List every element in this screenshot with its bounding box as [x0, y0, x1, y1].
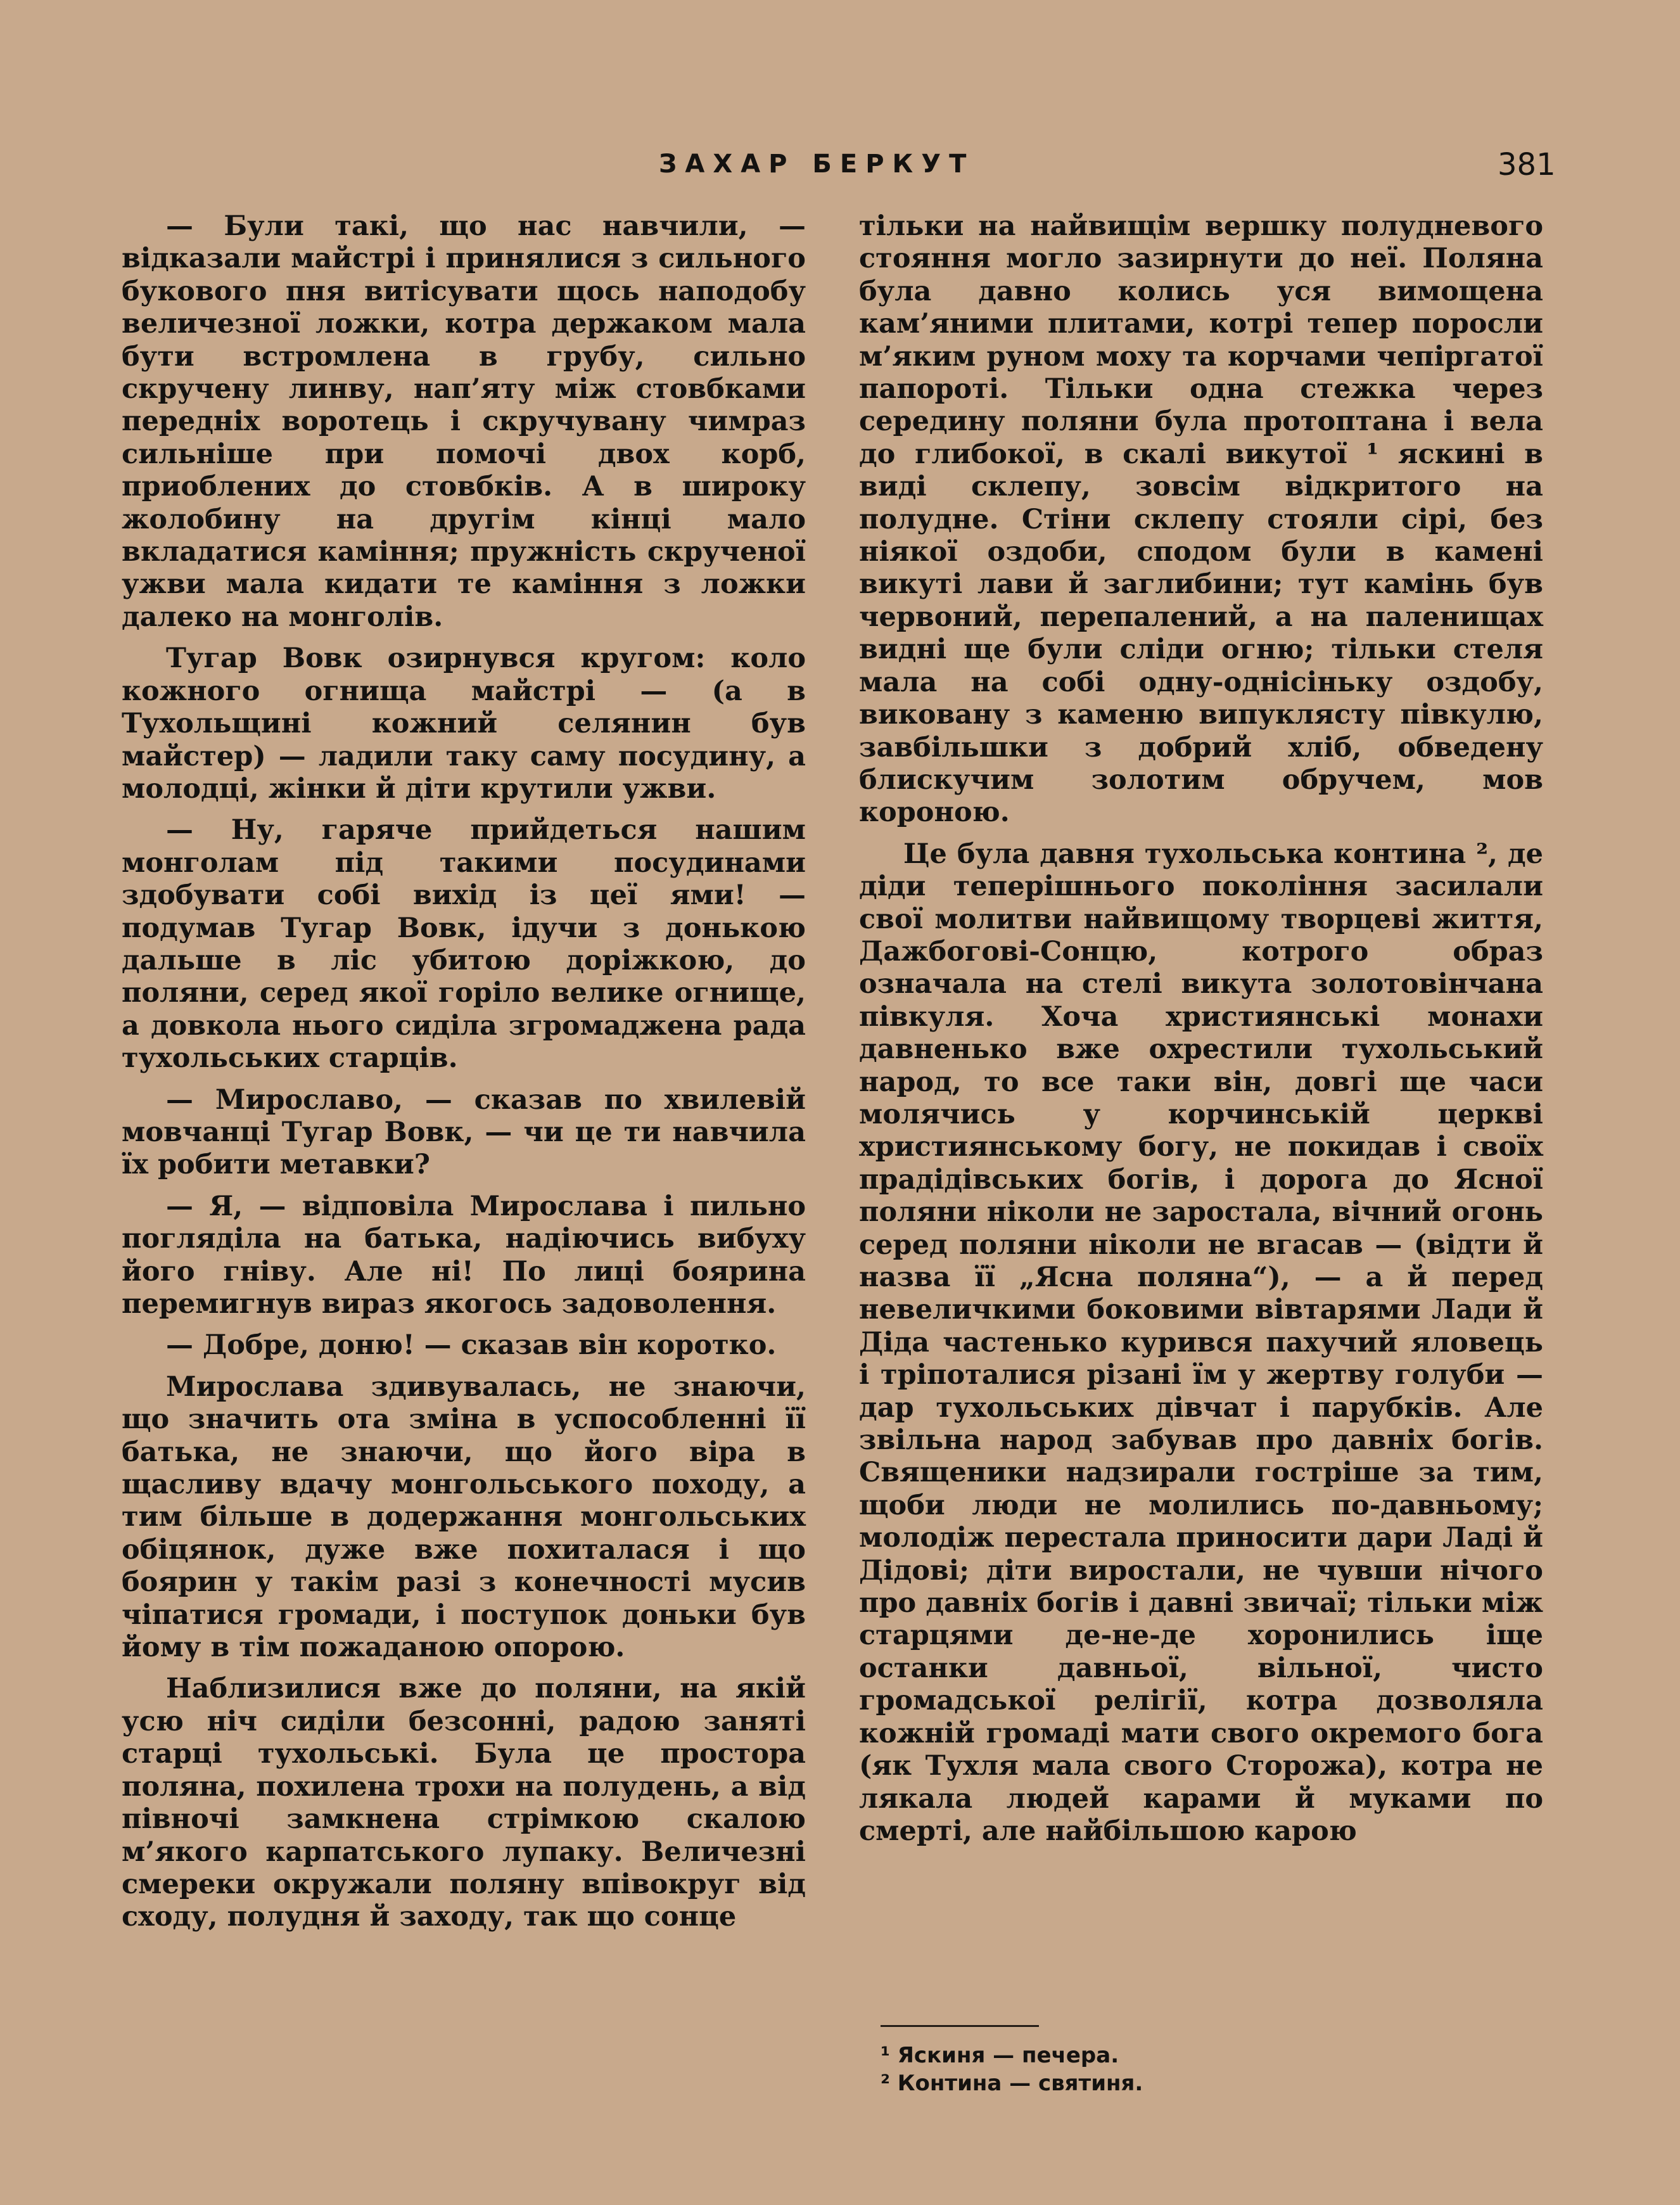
- footnote-divider: [881, 2025, 1039, 2027]
- paragraph: Мирослава здивувалась, не знаючи, що значить ота зміна в успособленні її батька, не знаючи, що його віра в щасливу вдачу монгольського походу, а тим більше в додержання монгольських обіцянок, дуже вже похиталася і що боярин у такім разі з конечності мусив чіпатися громади, і поступок доньки був йому в тім пожаданою опорою.: [122, 1371, 806, 1664]
- paragraph: — Я, — відповіла Мирослава і пильно погляділа на батька, надіючись вибуху його гніву. Але ні! По лиці боярина перемигнув вираз якогось задоволення.: [122, 1190, 806, 1320]
- paragraph: — Ну, гаряче прийдеться нашим монголам під такими посудинами здобувати собі вихід із цеї ями! — подумав Тугар Вовк, ідучи з донькою дальше в ліс убитою доріжкою, до поляни, серед якої горіло велике огнище, а довкола нього сиділа згромаджена рада тухольських старців.: [122, 814, 806, 1075]
- page-number: 381: [1498, 147, 1556, 182]
- footnotes: [881, 2042, 1451, 2097]
- paragraph: тільки на найвищім вершку полудневого стояння могло зазирнути до неї. Поляна була давно колись уся вимощена кам’яними плитами, котрі тепер поросли м’яким руном моху та корчами чепіргатої папороті. Тільки одна стежка через середину поляни була протоптана і вела до глибокої, в скалі викутої ¹ яскині в виді склепу, зовсім відкритого на полудне. Стіни склепу стояли сірі, без ніякої оздоби, сподом були в камені викуті лави й заглибини; тут камінь був червоний, перепалений, а на паленищах видні ще були сліди огню; тільки стеля мала на собі одну-однісіньку оздобу, виковану з каменю випуклясту півкулю, завбільшки з добрий хліб, обведену блискучим золотим обручем, мов короною.: [859, 210, 1543, 829]
- paragraph: — Мирославо, — сказав по хвилевій мовчанці Тугар Вовк, — чи це ти навчила їх робити метавки?: [122, 1083, 806, 1181]
- paragraph: — Добре, доню! — сказав він коротко.: [166, 1329, 777, 1362]
- footnote: ² Контина — святиня.: [881, 2071, 1143, 2096]
- paragraph: — Були такі, що нас навчили, — відказали майстрі і принялися з сильного букового пня витісувати щось наподобу величезної ложки, котра держаком мала бути встромлена в грубу, сильно скручену линву, нап’яту між стовбками передніх воротець і скручувану чимраз сильніше при помочі двох корб, приоблених до стовбків. А в широку жолобину на другім кінці мало вкладатися каміння; пружність скрученої ужви мала кидати те каміння з ложки далеко на монголів.: [122, 210, 806, 633]
- paragraph: Тугар Вовк озирнувся кругом: коло кожного огнища майстрі — (а в Тухольщині кожний селянин був майстер) — ладили таку саму посудину, а молодці, жінки й діти крутили ужви.: [122, 642, 806, 805]
- paragraph: Наблизилися вже до поляни, на якій усю ніч сиділи безсонні, радою заняті старці тухольські. Була це простора поляна, похилена трохи на полудень, а від півночі замкнена стрімкою скалою м’якого карпатського лупаку. Величезні смереки окружали поляну впівокруг від сходу, полудня й заходу, так що сонце: [122, 1673, 806, 1933]
- paragraph: Це була давня тухольська контина ², де діди теперішнього покоління засилали свої молитви найвищому творцеві життя, Дажбогові-Сонцю, котрого образ означала на стелі викута золотовінчана півкуля. Хоча християнські монахи давненько вже охрестили тухольський народ, то все таки він, довгі ще часи молячись у корчинській церкві християнському богу, не покидав і своїх прадідівських богів, і дорога до Ясної поляни ніколи не заростала, вічний огонь серед поляни ніколи не вгасав — (відти й назва її „Ясна поляна“), — а й перед невеличкими боковими вівтарями Лади й Діда частенько курився пахучий яловець і тріпоталися різані їм у жертву голуби — дар тухольських дівчат і парубків. Але звільна народ забував про давніх богів. Священики надзирали гостріше за тим, щоби люди не молились по-давньому; молодіж перестала приносити дари Ладі й Дідові; діти виростали, не чувши нічого про давніх богів і давні звичаї; тільки між старцями де-не-де хоронились іще останки давньої, вільної, чисто громадської релігії, котра дозволяла кожній громаді мати свого окремого бога (як Тухля мала свого Сторожа), котра не лякала людей карами й муками по смерті, але найбільшою карою: [859, 838, 1543, 1847]
- right-column: [859, 210, 1543, 1857]
- running-title: ЗАХАР БЕРКУТ: [659, 150, 975, 179]
- left-column: [122, 210, 806, 1943]
- footnote: ¹ Яскиня — печера.: [881, 2043, 1119, 2068]
